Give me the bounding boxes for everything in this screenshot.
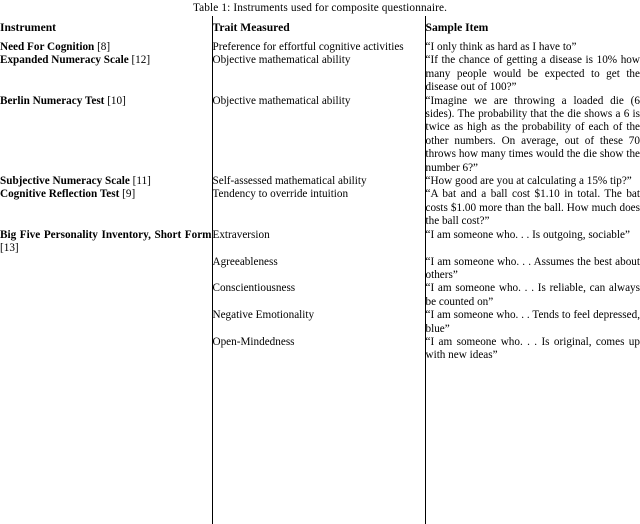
trait-text: Extraversion	[213, 229, 425, 242]
table-row	[0, 41, 640, 54]
trait-cell	[212, 54, 425, 94]
trait-cell	[212, 282, 425, 309]
instrument-citation: [10]	[107, 95, 126, 107]
sample-cell	[425, 256, 640, 283]
trait-text: Negative Emotionality	[213, 309, 425, 322]
table-row	[0, 229, 640, 256]
sample-text: “I am someone who. . . Tends to feel depressed, blue”	[426, 309, 640, 336]
trait-cell	[212, 229, 425, 256]
trait-text: Agreeableness	[213, 256, 425, 269]
instrument-cell	[0, 336, 212, 363]
sample-cell	[425, 41, 640, 54]
instrument-cell	[0, 256, 212, 283]
table-row	[0, 336, 640, 363]
instruments-table	[0, 16, 640, 363]
instrument-citation: [11]	[133, 175, 151, 187]
column-header-instrument: Instrument	[0, 16, 212, 41]
sample-text: “If the chance of getting a disease is 10% how many people would be expected to get the disease out of 100?”	[426, 54, 640, 94]
instrument-citation: [13]	[0, 242, 19, 254]
instrument-name: Expanded Numeracy Scale	[0, 54, 129, 66]
sample-cell	[425, 188, 640, 228]
trait-cell	[212, 256, 425, 283]
instrument-citation: [9]	[122, 188, 135, 200]
column-header-sample: Sample Item	[425, 16, 640, 41]
sample-text: “I only think as hard as I have to”	[426, 41, 640, 54]
sample-cell	[425, 175, 640, 188]
column-header-trait: Trait Measured	[212, 16, 425, 41]
table-row	[0, 175, 640, 188]
trait-cell	[212, 309, 425, 336]
sample-cell	[425, 95, 640, 175]
trait-cell	[212, 188, 425, 228]
table-row	[0, 188, 640, 228]
table-caption: Table 1: Instruments used for composite questionnaire.	[0, 0, 640, 15]
trait-cell	[212, 41, 425, 54]
sample-text: “A bat and a ball cost $1.10 in total. The bat costs $1.00 more than the ball. How much does the ball cost?”	[426, 188, 640, 228]
column-divider-1	[212, 32, 213, 524]
instrument-citation: [12]	[131, 54, 150, 66]
sample-text: “I am someone who. . . Is reliable, can always be counted on”	[426, 282, 640, 309]
sample-text: “I am someone who. . . Is original, comes up with new ideas”	[426, 336, 640, 363]
trait-text: Preference for effortful cognitive activities	[213, 41, 425, 54]
trait-text: Self-assessed mathematical ability	[213, 175, 425, 188]
instrument-cell	[0, 188, 212, 228]
sample-text: “I am someone who. . . Assumes the best about others”	[426, 256, 640, 283]
table-row	[0, 54, 640, 94]
column-divider-2	[425, 32, 426, 524]
sample-text: “How good are you at calculating a 15% tip?”	[426, 175, 640, 188]
instrument-name: Need For Cognition	[0, 41, 94, 53]
trait-text: Conscientiousness	[213, 282, 425, 295]
instrument-cell	[0, 309, 212, 336]
instrument-name: Big Five Personality Inventory, Short Form	[0, 229, 212, 241]
table-row	[0, 256, 640, 283]
trait-cell	[212, 95, 425, 175]
sample-cell	[425, 309, 640, 336]
instrument-cell	[0, 54, 212, 94]
instrument-cell	[0, 95, 212, 175]
trait-text: Open-Mindedness	[213, 336, 425, 349]
instrument-name: Cognitive Reflection Test	[0, 188, 119, 200]
trait-text: Objective mathematical ability	[213, 54, 425, 67]
trait-text: Tendency to override intuition	[213, 188, 425, 201]
sample-text: “I am someone who. . . Is outgoing, sociable”	[426, 229, 640, 242]
instrument-citation: [8]	[97, 41, 110, 53]
instrument-cell	[0, 282, 212, 309]
sample-text: “Imagine we are throwing a loaded die (6 sides). The probability that the die shows a 6 is twice as high as the probability of each of the other numbers. On average, out of these 70 throws how many times would the die show the number 6?”	[426, 95, 640, 175]
sample-cell	[425, 282, 640, 309]
trait-cell	[212, 175, 425, 188]
table-row	[0, 309, 640, 336]
table-container	[0, 16, 640, 363]
instrument-cell	[0, 41, 212, 54]
trait-cell	[212, 336, 425, 363]
instrument-name: Subjective Numeracy Scale	[0, 175, 130, 187]
table-row	[0, 95, 640, 175]
trait-text: Objective mathematical ability	[213, 95, 425, 108]
instrument-cell	[0, 175, 212, 188]
table-row	[0, 282, 640, 309]
table-header-row	[0, 16, 640, 41]
instrument-cell	[0, 229, 212, 256]
sample-cell	[425, 54, 640, 94]
sample-cell	[425, 229, 640, 256]
instrument-name: Berlin Numeracy Test	[0, 95, 104, 107]
sample-cell	[425, 336, 640, 363]
